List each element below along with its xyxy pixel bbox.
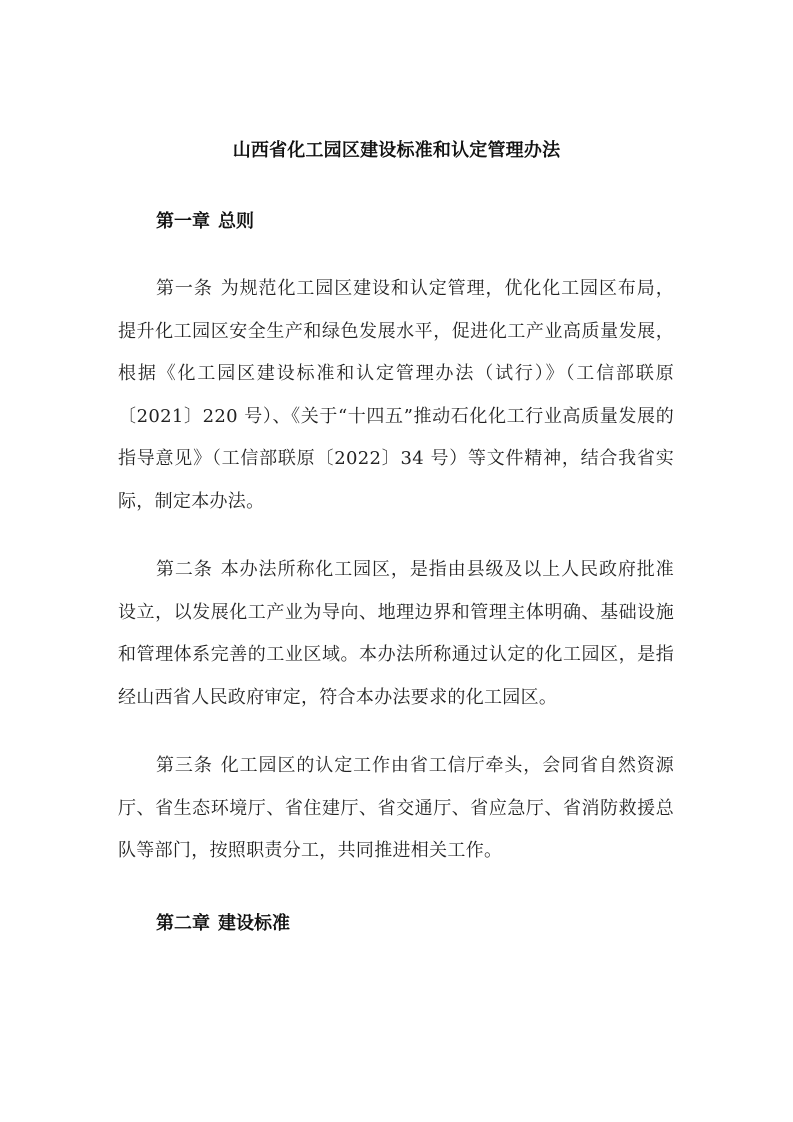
chapter-heading-2 [156, 909, 290, 935]
article-text: 化工园区的认定工作由省工信厅牵头，会同省自然资源厅、省生态环境厅、省住建厅、省交通厅、省应急厅、省消防救援总队等部门，按照职责分工，共同推进相关工作。 [118, 755, 674, 861]
article-label: 第一条 [156, 278, 213, 299]
chapter-heading-1 [156, 207, 254, 233]
chapter-name: 建设标准 [218, 913, 290, 934]
article-text: 本办法所称化工园区，是指由县级及以上人民政府批准设立，以发展化工产业为导向、地理边界和管理主体明确、基础设施和管理体系完善的工业区域。本办法所称通过认定的化工园区，是指经山西省人民政府审定，符合本办法要求的化工园区。 [118, 559, 674, 708]
article-1 [118, 268, 674, 523]
document-title: 山西省化工园区建设标准和认定管理办法 [232, 140, 561, 161]
chapter-name: 总则 [218, 211, 254, 232]
chapter-number: 第一章 [156, 211, 210, 232]
chapter-number: 第二章 [156, 913, 210, 934]
article-text: 为规范化工园区建设和认定管理，优化化工园区布局，提升化工园区安全生产和绿色发展水平，促进化工产业高质量发展，根据《化工园区建设标准和认定管理办法（试行）》（工信部联原〔2021〕220 号）、《关于“十四五”推动石化化工行业高质量发展的指导意见》（工信部联原〔2022〕34 号）等文件精神，结合我省实际，制定本办法。 [118, 278, 674, 512]
article-label: 第三条 [156, 755, 213, 776]
article-2 [118, 549, 674, 719]
article-3 [118, 745, 674, 873]
article-label: 第二条 [156, 559, 213, 580]
